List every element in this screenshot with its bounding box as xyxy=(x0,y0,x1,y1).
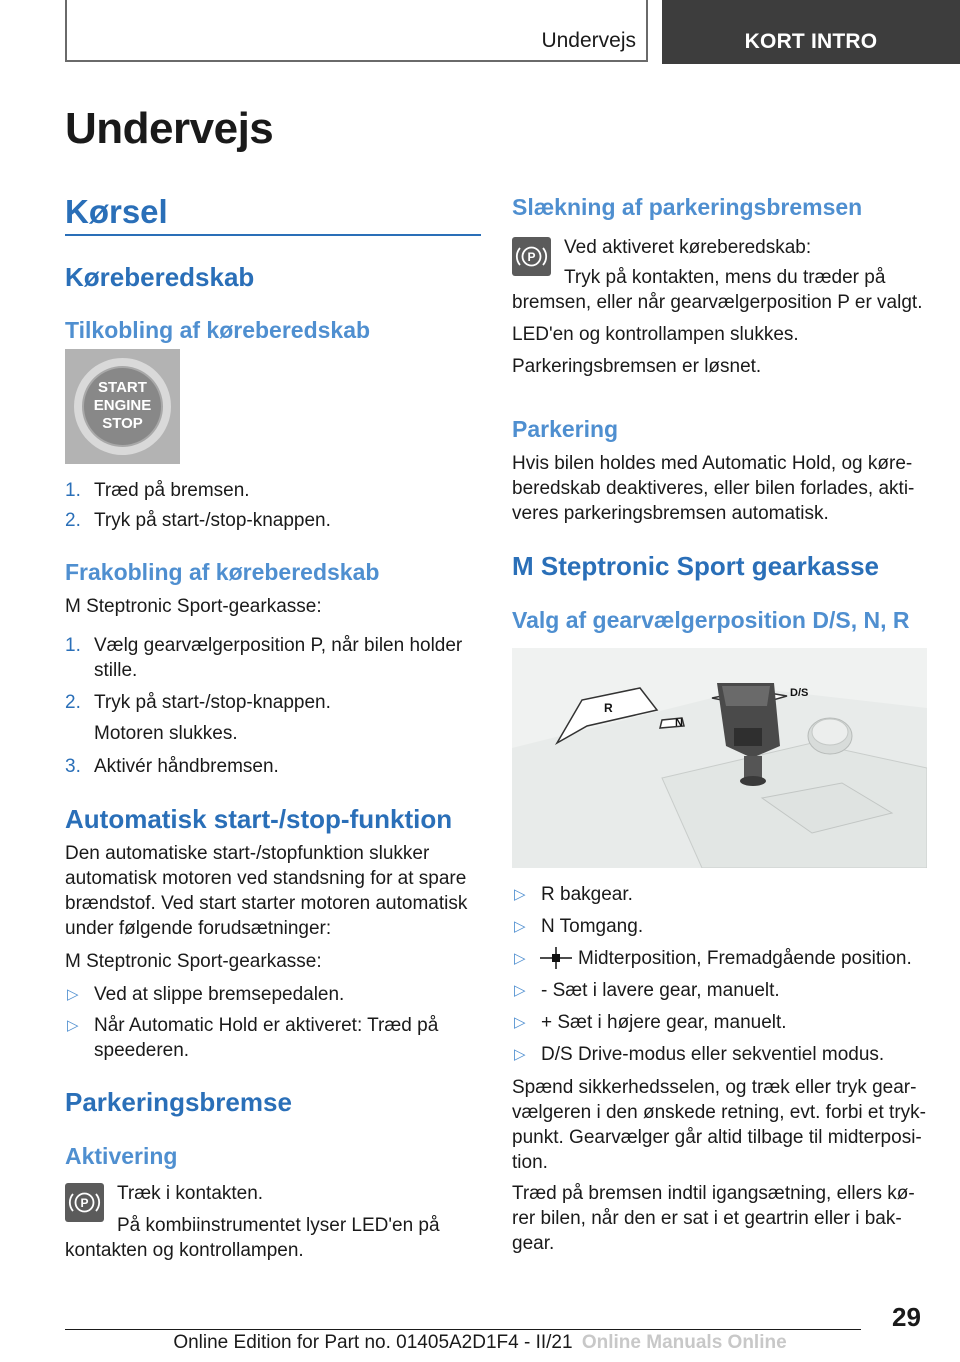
brake-text: Træd på bremsen indtil igangsætning, ellers kø- rer bilen, når den er sat i et geartrin eller i bak- gear. xyxy=(512,1183,915,1254)
svg-text:P: P xyxy=(80,1196,89,1210)
svg-text:P: P xyxy=(527,250,536,264)
autostart-text: Den automatiske start-/stopfunktion slukker automatisk motoren ved standsning for at spare brændstof. Ved start starter motoren automatisk under følgende forudsætninger: xyxy=(65,843,468,939)
heading-parkeringsbremse: Parkeringsbremse xyxy=(65,1087,292,1117)
start-stop-button-image xyxy=(65,349,180,464)
heading-steptronic: M Steptronic Sport gearkasse xyxy=(512,551,879,581)
parkering-text: Hvis bilen holdes med Automatic Hold, og køre- beredskab deaktiveres, eller bilen forlades, akti- veres parkeringsbremsen automatisk. xyxy=(512,453,915,524)
parking-brake-icon xyxy=(512,237,551,276)
footer-divider xyxy=(65,1329,861,1330)
heading-slaekning: Slækning af parkeringsbremsen xyxy=(512,194,863,220)
svg-text:D/S: D/S xyxy=(790,687,809,699)
footer-edition: Online Edition for Part no. 01405A2D1F4 - II/21 Online Manuals Online xyxy=(173,1332,787,1353)
heading-valg: Valg af gearvælgerposition D/S, N, R xyxy=(512,607,910,633)
heading-aktivering: Aktivering xyxy=(65,1143,178,1169)
aktivering-line3: kontakten og kontrollampen. xyxy=(65,1240,304,1261)
heading-tilkobling: Tilkobling af køreberedskab xyxy=(65,317,371,343)
svg-text:N: N xyxy=(675,717,683,729)
slaekning-line2: Tryk på kontakten, mens du træder på xyxy=(564,267,886,288)
header-section-label: Undervejs xyxy=(541,29,636,52)
slaekning-line4: LED'en og kontrollampen slukkes. xyxy=(512,324,799,345)
parking-brake-icon xyxy=(65,1183,104,1222)
page-title: Undervejs xyxy=(65,104,274,153)
midposition-icon xyxy=(540,947,572,976)
heading-autostart: Automatisk start-/stop-funktion xyxy=(65,804,453,834)
heading-koreberedskab: Køreberedskab xyxy=(65,262,255,292)
seatbelt-text: Spænd sikkerhedsselen, og træk eller tryk gear- vælgeren i den ønskede retning, evt. forbi et tryk- punkt. Gearvælger går altid tilbage til midterposi- tion. xyxy=(512,1077,926,1173)
stop-label: STOP xyxy=(102,415,143,432)
slaekning-line5: Parkeringsbremsen er løsnet. xyxy=(512,356,762,377)
slaekning-line1: Ved aktiveret køreberedskab: xyxy=(564,237,812,258)
heading-frakobling: Frakobling af køreberedskab xyxy=(65,559,380,585)
heading-underline xyxy=(65,234,481,236)
page-number: 29 xyxy=(892,1302,921,1332)
aktivering-line2: På kombiinstrumentet lyser LED'en på xyxy=(117,1215,440,1236)
aktivering-line1: Træk i kontakten. xyxy=(117,1183,264,1204)
gear-selector-image xyxy=(512,648,927,868)
heading-korsel: Kørsel xyxy=(65,193,168,230)
heading-parkering: Parkering xyxy=(512,416,619,442)
engine-label: ENGINE xyxy=(93,397,152,414)
svg-text:R: R xyxy=(604,701,613,715)
autostart-intro: M Steptronic Sport-gearkasse: xyxy=(65,951,322,972)
slaekning-line3: bremsen, eller når gearvælgerposition P er valgt. xyxy=(512,292,923,313)
header-chapter-label: KORT INTRO xyxy=(662,0,960,64)
watermark: Online Manuals Online xyxy=(581,1332,787,1353)
start-label: START xyxy=(98,379,147,396)
frakobling-intro: M Steptronic Sport-gearkasse: xyxy=(65,596,322,617)
